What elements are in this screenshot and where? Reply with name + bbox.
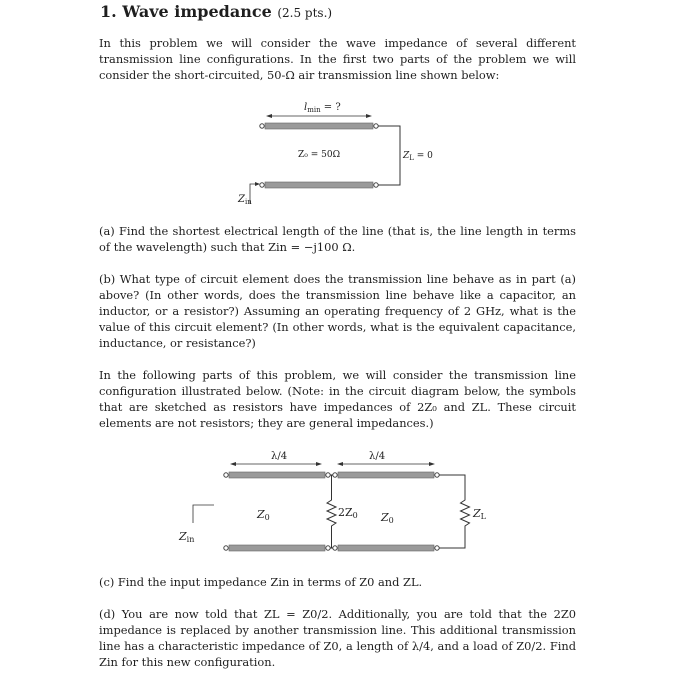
- terminal-junction-top-right: [333, 473, 337, 477]
- part-d-text: (d) You are now told that ZL = Z0/2. Additionally, you are told that the 2Z0 impedance is replaced by another transmission line. This additional transmission line has a characteristic impedance of Z0, a length of λ/4, and a load of Z0/2. Find Zin for this new configuration.: [99, 607, 576, 669]
- length-arrow-right-head: [366, 114, 372, 118]
- shunt-impedance-2z0: [327, 475, 336, 548]
- section1-bottom-conductor: [229, 545, 325, 551]
- terminal-load-bottom: [435, 546, 439, 550]
- problem-number: 1.: [100, 2, 117, 21]
- lambda-arrow-2-left-head: [337, 462, 343, 466]
- zin-arrow-head: [255, 182, 260, 186]
- terminal-junction-top-left: [326, 473, 330, 477]
- intro-paragraph: In this problem we will consider the wave impedance of several different transmission line configurations. In the first two parts of the problem we will consider the short-circuited, 50-Ω air transmission line shown below:: [99, 36, 576, 82]
- terminal-top-left: [260, 124, 264, 128]
- figure-quarter-wave-cascade: [175, 443, 495, 563]
- z0-label: Z₀ = 50Ω: [298, 150, 341, 160]
- z0-label-section2: Z0: [381, 511, 394, 525]
- lambda-label-1: λ/4: [271, 451, 288, 462]
- problem-heading: [100, 2, 332, 21]
- part-a-text: (a) Find the shortest electrical length of the line (that is, the line length in terms of the wavelength) such that Zin = −j100 Ω.: [99, 224, 576, 254]
- part-b-text: (b) What type of circuit element does the transmission line behave as in part (a) above? (In other words, does the transmission line behave like a capacitor, an inductor, or a resistor?) Assuming an operating frequency of 2 GHz, what is the value of this circuit element? (In other words, what is the equivalent capacitance, inductance, or resistance?): [99, 272, 576, 350]
- terminal-top-right: [374, 124, 378, 128]
- length-arrow-left-head: [266, 114, 272, 118]
- section2-top-conductor: [338, 472, 434, 478]
- lambda-label-2: λ/4: [369, 451, 386, 462]
- lambda-arrow-1-left-head: [230, 462, 236, 466]
- shunt-impedance-label: 2Z0: [338, 506, 358, 520]
- terminal-load-top: [435, 473, 439, 477]
- terminal-input-bottom: [224, 546, 228, 550]
- short-circuit-wire: [378, 126, 400, 185]
- z0-label-section1: Z0: [257, 508, 270, 522]
- zin-arrow: [193, 505, 214, 523]
- terminal-bottom-left: [260, 183, 264, 187]
- terminal-junction-bottom-right: [333, 546, 337, 550]
- terminal-input-top: [224, 473, 228, 477]
- lambda-arrow-2-right-head: [429, 462, 435, 466]
- top-conductor: [265, 123, 373, 129]
- part-c-text: (c) Find the input impedance Zin in terms of Z0 and ZL.: [99, 575, 423, 589]
- section1-top-conductor: [229, 472, 325, 478]
- figure-short-circuit-line: [228, 95, 448, 213]
- load-impedance-label: ZL: [473, 507, 486, 521]
- terminal-junction-bottom-left: [326, 546, 330, 550]
- lambda-arrow-1-right-head: [316, 462, 322, 466]
- intro2-paragraph: In the following parts of this problem, we will consider the transmission line configuration illustrated below. (Note: in the circuit diagram below, the symbols that are sketched as resistors have impedances of 2Z₀ and ZL. These circuit elements are not resistors; they are general impedances.): [99, 368, 576, 430]
- bottom-conductor: [265, 182, 373, 188]
- zin-label: Zin: [179, 530, 195, 544]
- length-label: $l_{min}$ = ?: [304, 102, 341, 114]
- problem-points: (2.5 pts.): [277, 6, 333, 20]
- zin-label: $Z_{in}$: [238, 194, 252, 206]
- load-impedance-zl: [439, 475, 470, 548]
- section2-bottom-conductor: [338, 545, 434, 551]
- zl-label: $Z_L = 0$: [403, 151, 433, 162]
- problem-title: Wave impedance: [122, 2, 272, 21]
- terminal-bottom-right: [374, 183, 378, 187]
